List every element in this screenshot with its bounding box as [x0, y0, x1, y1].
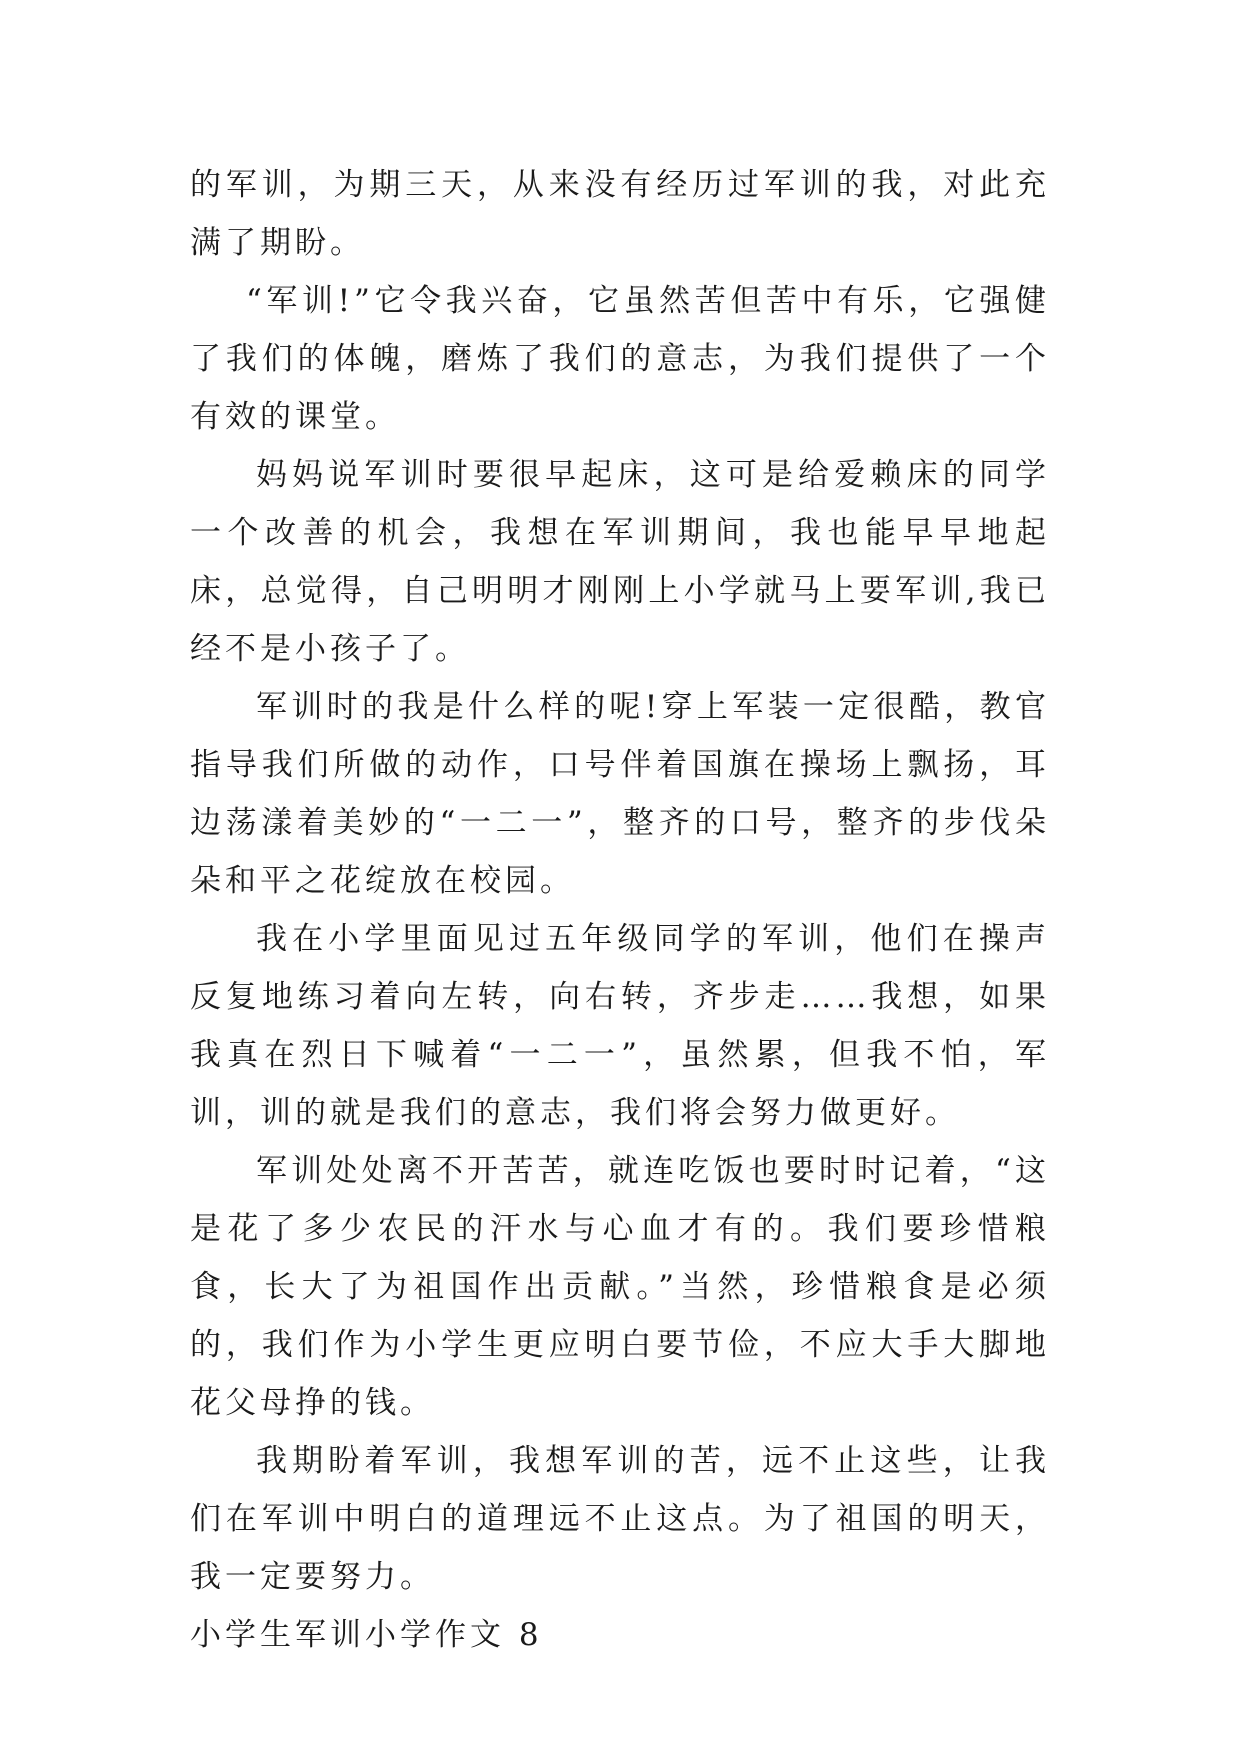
paragraph-what-will-i-be-like: 军训时的我是什么样的呢!穿上军装一定很酷，教官指导我们所做的动作，口号伴着国旗在操场上飘扬，耳边荡漾着美妙的“一二一”，整齐的口号，整齐的步伐朵朵和平之花绽放在校园。	[190, 689, 1050, 899]
paragraph-military-training-joy: “军训!”它令我兴奋，它虽然苦但苦中有乐，它强健了我们的体魄，磨炼了我们的意志，为我们提供了一个有效的课堂。	[190, 283, 1050, 435]
document-body	[190, 156, 1050, 1664]
paragraph-continuation: 的军训，为期三天，从来没有经历过军训的我，对此充满了期盼。	[190, 167, 1050, 261]
paragraph-cherish-food: 军训处处离不开苦苦，就连吃饭也要时时记着，“这是花了多少农民的汗水与心血才有的。我们要珍惜粮食，长大了为祖国作出贡献。”当然，珍惜粮食是必须的，我们作为小学生更应明白要节俭，不应大手大脚地花父母挣的钱。	[190, 1153, 1050, 1421]
paragraph-mother-early-rise: 妈妈说军训时要很早起床，这可是给爱赖床的同学一个改善的机会，我想在军训期间，我也能早早地起床，总觉得，自己明明才刚刚上小学就马上要军训,我已经不是小孩子了。	[190, 457, 1050, 667]
section-heading: 小学生军训小学作文 8	[190, 1617, 543, 1653]
paragraph-fifth-grade-training: 我在小学里面见过五年级同学的军训，他们在操声反复地练习着向左转，向右转，齐步走……我想，如果我真在烈日下喊着“一二一”，虽然累，但我不怕，军训，训的就是我们的意志，我们将会努力做更好。	[190, 921, 1050, 1131]
paragraph-looking-forward: 我期盼着军训，我想军训的苦，远不止这些，让我们在军训中明白的道理远不止这点。为了祖国的明天，我一定要努力。	[190, 1443, 1050, 1595]
